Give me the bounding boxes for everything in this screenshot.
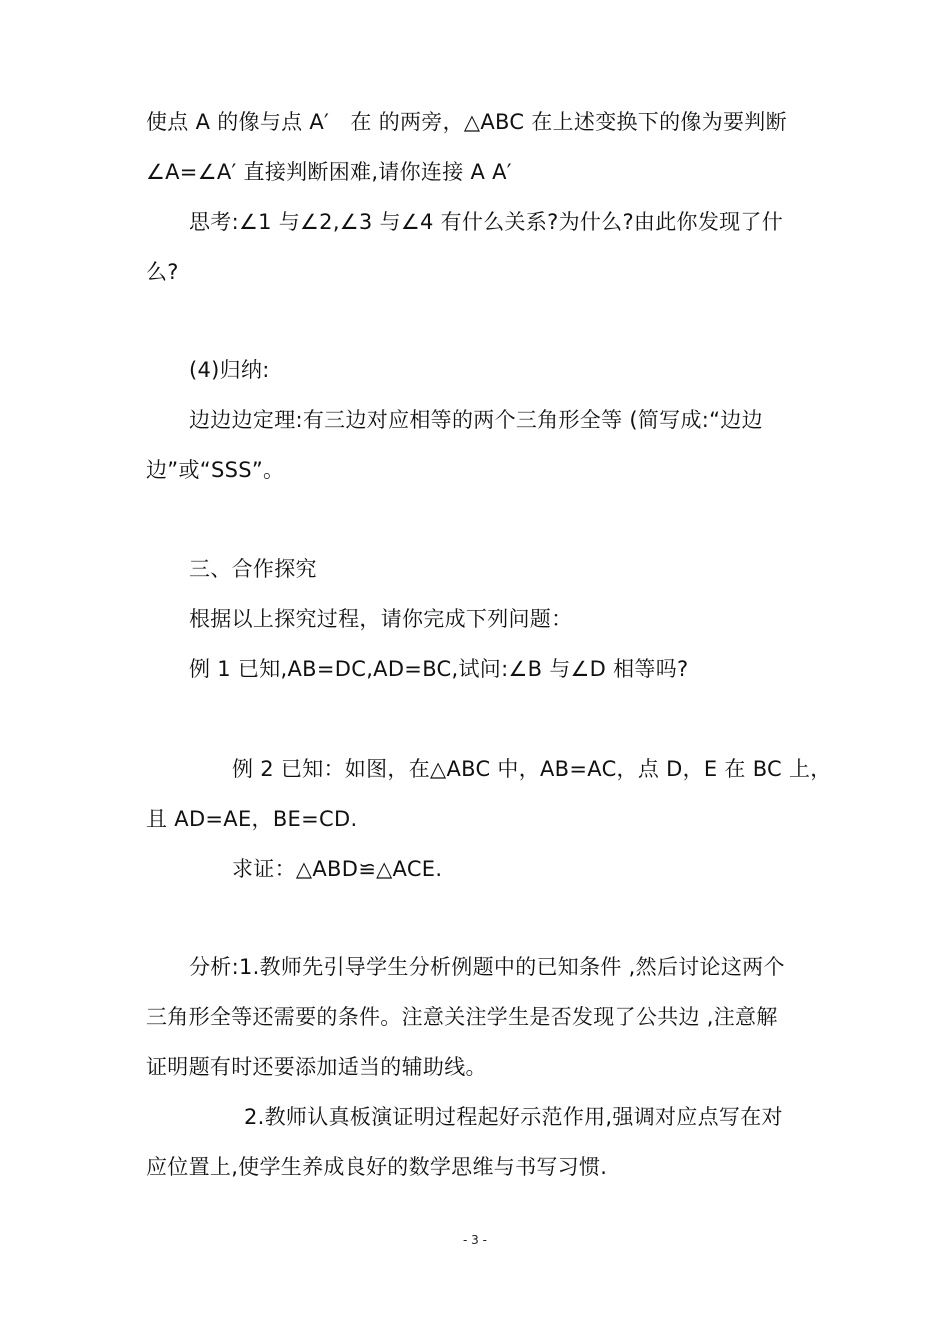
analysis-line-1: 分析:1.教师先引导学生分析例题中的已知条件 ,然后讨论这两个 bbox=[189, 955, 785, 979]
example-1: 例 1 已知,AB=DC,AD=BC,试问:∠B 与∠D 相等吗? bbox=[189, 657, 689, 681]
text-line-2: ∠A=∠A′ 直接判断困难,请你连接 A A′ bbox=[146, 160, 512, 184]
section-heading-cooperation: 三、合作探究 bbox=[189, 557, 317, 581]
analysis-line-3: 证明题有时还要添加适当的辅助线。 bbox=[146, 1055, 487, 1079]
page-number: - 3 - bbox=[463, 1233, 487, 1247]
text-line-1: 使点 A 的像与点 A′ 在 的两旁，△ABC 在上述变换下的像为要判断 bbox=[146, 110, 787, 134]
analysis-line-4: 2.教师认真板演证明过程起好示范作用,强调对应点写在对 bbox=[244, 1105, 783, 1129]
text-line-4: 么? bbox=[146, 260, 179, 284]
text-line-3: 思考:∠1 与∠2,∠3 与∠4 有什么关系?为什么?由此你发现了什 bbox=[189, 210, 784, 234]
analysis-line-2: 三角形全等还需要的条件。注意关注学生是否发现了公共边 ,注意解 bbox=[146, 1005, 778, 1029]
example-2: 例 2 已知：如图，在△ABC 中，AB=AC，点 D，E 在 BC 上， bbox=[232, 757, 832, 781]
analysis-line-5: 应位置上,使学生养成良好的数学思维与书写习惯. bbox=[146, 1155, 608, 1179]
section-heading-induction: (4)归纳: bbox=[189, 358, 270, 382]
text-line-6: 边边边定理:有三边对应相等的两个三角形全等 (简写成:“边边 bbox=[189, 408, 763, 432]
text-line-9: 根据以上探究过程，请你完成下列问题： bbox=[189, 607, 573, 631]
proof-statement: 求证：△ABD≌△ACE. bbox=[232, 857, 443, 881]
text-line-7: 边”或“SSS”。 bbox=[146, 458, 285, 482]
text-line-12: 且 AD=AE，BE=CD. bbox=[146, 807, 358, 831]
